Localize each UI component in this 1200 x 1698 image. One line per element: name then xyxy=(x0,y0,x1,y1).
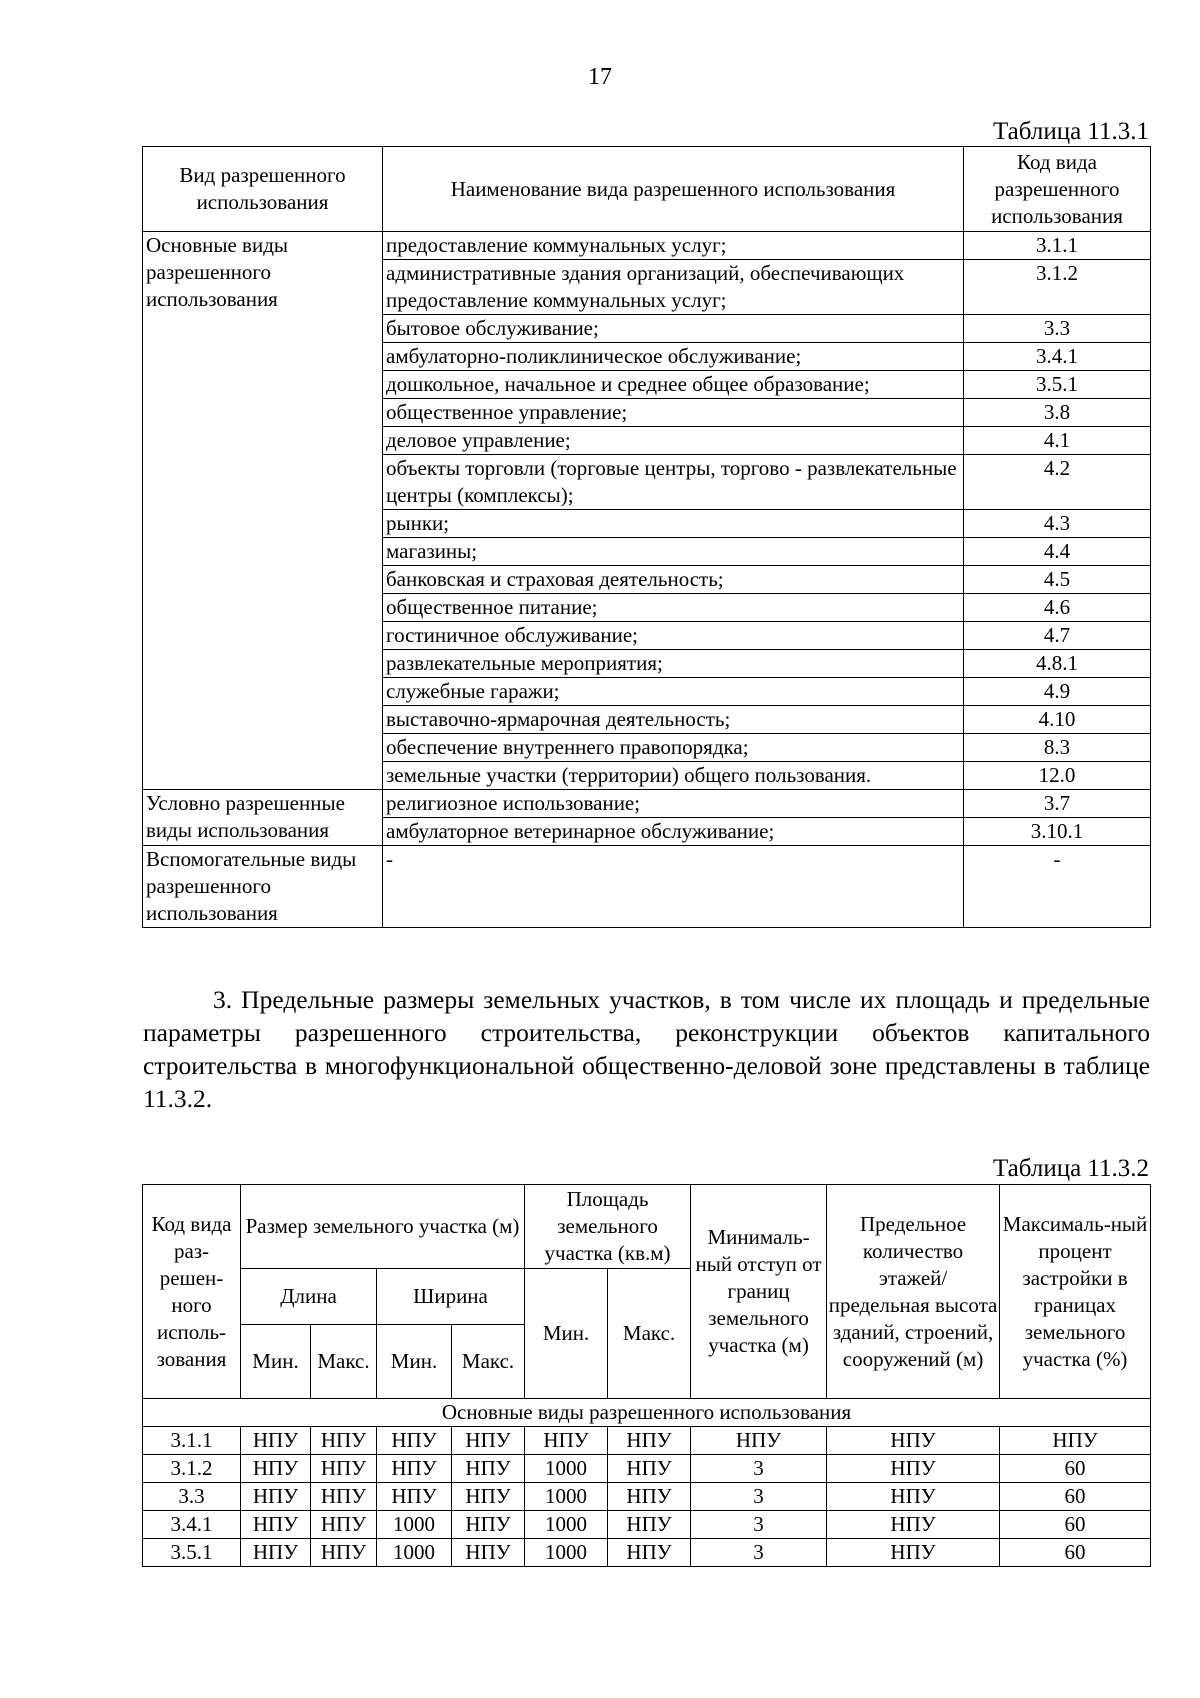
table2-cell-wid-max: НПУ xyxy=(452,1455,525,1483)
table2-cell-wid-max: НПУ xyxy=(452,1427,525,1455)
table2-cell-len-min: НПУ xyxy=(241,1427,311,1455)
table2-cell-floors: НПУ xyxy=(827,1455,1000,1483)
table1-group-label: Условно разрешенные виды использования xyxy=(143,790,383,846)
page-number: 17 xyxy=(588,64,612,90)
table1-body xyxy=(143,232,1151,928)
table2-cell-wid-min: 1000 xyxy=(377,1539,452,1567)
table1-use-code: 4.2 xyxy=(964,455,1151,510)
table2-cell-len-min: НПУ xyxy=(241,1455,311,1483)
table1-use-name: служебные гаражи; xyxy=(383,678,964,706)
table2-cell-area-max: НПУ xyxy=(608,1483,691,1511)
table2-cell-coverage: 60 xyxy=(1000,1483,1151,1511)
table2-cell-area-max: НПУ xyxy=(608,1427,691,1455)
paragraph-text: 3. Предельные размеры земельных участков, в том числе их площадь и предельные параметры разрешенного строительства, реконструкции объектов капитального строительства в многофункциональной общественно-деловой зоне представлены в таблице 11.3.2. xyxy=(143,985,1150,1113)
table1-use-name: обеспечение внутреннего правопорядка; xyxy=(383,734,964,762)
table2-row xyxy=(143,1539,1151,1567)
table2-cell-len-min: НПУ xyxy=(241,1511,311,1539)
table1-use-code: 3.7 xyxy=(964,790,1151,818)
table1-use-code: 3.3 xyxy=(964,315,1151,343)
table2-row xyxy=(143,1511,1151,1539)
table1-use-name: магазины; xyxy=(383,538,964,566)
table1-use-name: деловое управление; xyxy=(383,427,964,455)
table2-cell-setback: 3 xyxy=(691,1511,827,1539)
table1-use-code: 3.1.2 xyxy=(964,260,1151,315)
table1-use-name: религиозное использование; xyxy=(383,790,964,818)
table1-use-name: амбулаторное ветеринарное обслуживание; xyxy=(383,818,964,846)
table1-use-name: дошкольное, начальное и среднее общее образование; xyxy=(383,371,964,399)
table1-row xyxy=(143,232,1151,260)
table2-cell-len-min: НПУ xyxy=(241,1539,311,1567)
table1-row xyxy=(143,846,1151,928)
table2-cell-area-min: НПУ xyxy=(525,1427,608,1455)
table1-row xyxy=(143,790,1151,818)
table2-cell-floors: НПУ xyxy=(827,1539,1000,1567)
table1-use-name: земельные участки (территории) общего пользования. xyxy=(383,762,964,790)
table1-use-name: общественное управление; xyxy=(383,399,964,427)
table2-header-floors: Предельное количество этажей/ предельная высота зданий, строений, сооружений (м) xyxy=(827,1185,1000,1399)
table1-use-name: выставочно-ярмарочная деятельность; xyxy=(383,706,964,734)
table2-cell-floors: НПУ xyxy=(827,1427,1000,1455)
table2-cell-code: 3.1.1 xyxy=(143,1427,241,1455)
table2-cell-wid-max: НПУ xyxy=(452,1539,525,1567)
table1-use-code: 4.3 xyxy=(964,510,1151,538)
table1-use-code: 3.8 xyxy=(964,399,1151,427)
table2-cell-coverage: 60 xyxy=(1000,1511,1151,1539)
table1-use-code: 4.10 xyxy=(964,706,1151,734)
table1-use-name: административные здания организаций, обеспечивающих предоставление коммунальных услуг; xyxy=(383,260,964,315)
table1-use-name: общественное питание; xyxy=(383,594,964,622)
table2-cell-wid-max: НПУ xyxy=(452,1511,525,1539)
table1-use-name: бытовое обслуживание; xyxy=(383,315,964,343)
table2-cell-wid-min: 1000 xyxy=(377,1511,452,1539)
table2-cell-code: 3.3 xyxy=(143,1483,241,1511)
table2-cell-wid-min: НПУ xyxy=(377,1483,452,1511)
table1-use-code: - xyxy=(964,846,1151,928)
table2-cell-floors: НПУ xyxy=(827,1511,1000,1539)
table1-use-code: 3.10.1 xyxy=(964,818,1151,846)
table2-cell-code: 3.4.1 xyxy=(143,1511,241,1539)
table2-row xyxy=(143,1455,1151,1483)
table1-use-name: предоставление коммунальных услуг; xyxy=(383,232,964,260)
table2-section-row xyxy=(143,1399,1151,1427)
table1-header-use-code: Код вида разрешенного использования xyxy=(964,147,1151,232)
land-parameters-table xyxy=(142,1184,1151,1567)
table1-use-name: гостиничное обслуживание; xyxy=(383,622,964,650)
table2-header-coverage: Максималь-ный процент застройки в границах земельного участка (%) xyxy=(1000,1185,1151,1399)
table2-cell-area-max: НПУ xyxy=(608,1511,691,1539)
table1-use-name: банковская и страховая деятельность; xyxy=(383,566,964,594)
table1-header-use-type: Вид разрешенного использования xyxy=(143,147,383,232)
table2-header-width: Ширина xyxy=(377,1269,525,1325)
table1-use-code: 8.3 xyxy=(964,734,1151,762)
table2-cell-wid-max: НПУ xyxy=(452,1483,525,1511)
table2-cell-setback: НПУ xyxy=(691,1427,827,1455)
table2-header-area-max: Макс. xyxy=(608,1269,691,1399)
table2-cell-len-max: НПУ xyxy=(311,1511,377,1539)
table1-use-name: амбулаторно-поликлиническое обслуживание; xyxy=(383,343,964,371)
table2-header-width-max: Макс. xyxy=(452,1325,525,1399)
table2-cell-area-max: НПУ xyxy=(608,1539,691,1567)
table2-body xyxy=(143,1399,1151,1567)
table2-cell-floors: НПУ xyxy=(827,1483,1000,1511)
table2-cell-wid-min: НПУ xyxy=(377,1427,452,1455)
table1-use-code: 4.8.1 xyxy=(964,650,1151,678)
table2-header-area: Площадь земельного участка (кв.м) xyxy=(525,1185,691,1269)
table1-use-code: 4.5 xyxy=(964,566,1151,594)
table1-use-name: объекты торговли (торговые центры, торгово - развлекательные центры (комплексы); xyxy=(383,455,964,510)
table1-use-code: 4.6 xyxy=(964,594,1151,622)
table2-cell-area-min: 1000 xyxy=(525,1539,608,1567)
table2-header-length: Длина xyxy=(241,1269,377,1325)
table2-cell-len-min: НПУ xyxy=(241,1483,311,1511)
table2-cell-code: 3.5.1 xyxy=(143,1539,241,1567)
table1-header-use-name: Наименование вида разрешенного использования xyxy=(383,147,964,232)
table2-cell-coverage: 60 xyxy=(1000,1455,1151,1483)
table1-group-label: Вспомогательные виды разрешенного использования xyxy=(143,846,383,928)
table2-cell-setback: 3 xyxy=(691,1539,827,1567)
table2-cell-area-min: 1000 xyxy=(525,1483,608,1511)
table2-cell-len-max: НПУ xyxy=(311,1455,377,1483)
table2-cell-len-max: НПУ xyxy=(311,1427,377,1455)
table1-use-name: развлекательные мероприятия; xyxy=(383,650,964,678)
table1-use-code: 4.9 xyxy=(964,678,1151,706)
table2-cell-area-max: НПУ xyxy=(608,1455,691,1483)
table1-use-name: рынки; xyxy=(383,510,964,538)
table1-use-name: - xyxy=(383,846,964,928)
table1-use-code: 4.7 xyxy=(964,622,1151,650)
table2-header-length-min: Мин. xyxy=(241,1325,311,1399)
table2-cell-coverage: 60 xyxy=(1000,1539,1151,1567)
table2-cell-area-min: 1000 xyxy=(525,1511,608,1539)
table2-header-size: Размер земельного участка (м) xyxy=(241,1185,525,1269)
table2-section-label: Основные виды разрешенного использования xyxy=(143,1399,1151,1427)
table2-header-code: Код вида раз-решен-ного исполь-зования xyxy=(143,1185,241,1399)
table1-use-code: 3.4.1 xyxy=(964,343,1151,371)
table1-use-code: 4.4 xyxy=(964,538,1151,566)
table1-use-code: 4.1 xyxy=(964,427,1151,455)
table2-cell-len-max: НПУ xyxy=(311,1539,377,1567)
table1-use-code: 3.1.1 xyxy=(964,232,1151,260)
table2-cell-setback: 3 xyxy=(691,1455,827,1483)
table1-use-code: 12.0 xyxy=(964,762,1151,790)
table2-header-setback: Минималь-ный отступ от границ земельного участка (м) xyxy=(691,1185,827,1399)
table1-caption: Таблица 11.3.1 xyxy=(993,118,1149,145)
table2-cell-coverage: НПУ xyxy=(1000,1427,1151,1455)
table2-cell-len-max: НПУ xyxy=(311,1483,377,1511)
table2-header-area-min: Мин. xyxy=(525,1269,608,1399)
table1-header-row xyxy=(143,147,1151,232)
table2-header-length-max: Макс. xyxy=(311,1325,377,1399)
permitted-use-table xyxy=(142,146,1151,928)
paragraph-item-3 xyxy=(143,983,1150,1115)
table2-cell-code: 3.1.2 xyxy=(143,1455,241,1483)
table1-use-code: 3.5.1 xyxy=(964,371,1151,399)
table2-caption: Таблица 11.3.2 xyxy=(993,1155,1149,1182)
table2-header-width-min: Мин. xyxy=(377,1325,452,1399)
table2-cell-wid-min: НПУ xyxy=(377,1455,452,1483)
table2-row xyxy=(143,1483,1151,1511)
table2-row xyxy=(143,1427,1151,1455)
table1-group-label: Основные виды разрешенного использования xyxy=(143,232,383,790)
table2-cell-area-min: 1000 xyxy=(525,1455,608,1483)
table2-cell-setback: 3 xyxy=(691,1483,827,1511)
